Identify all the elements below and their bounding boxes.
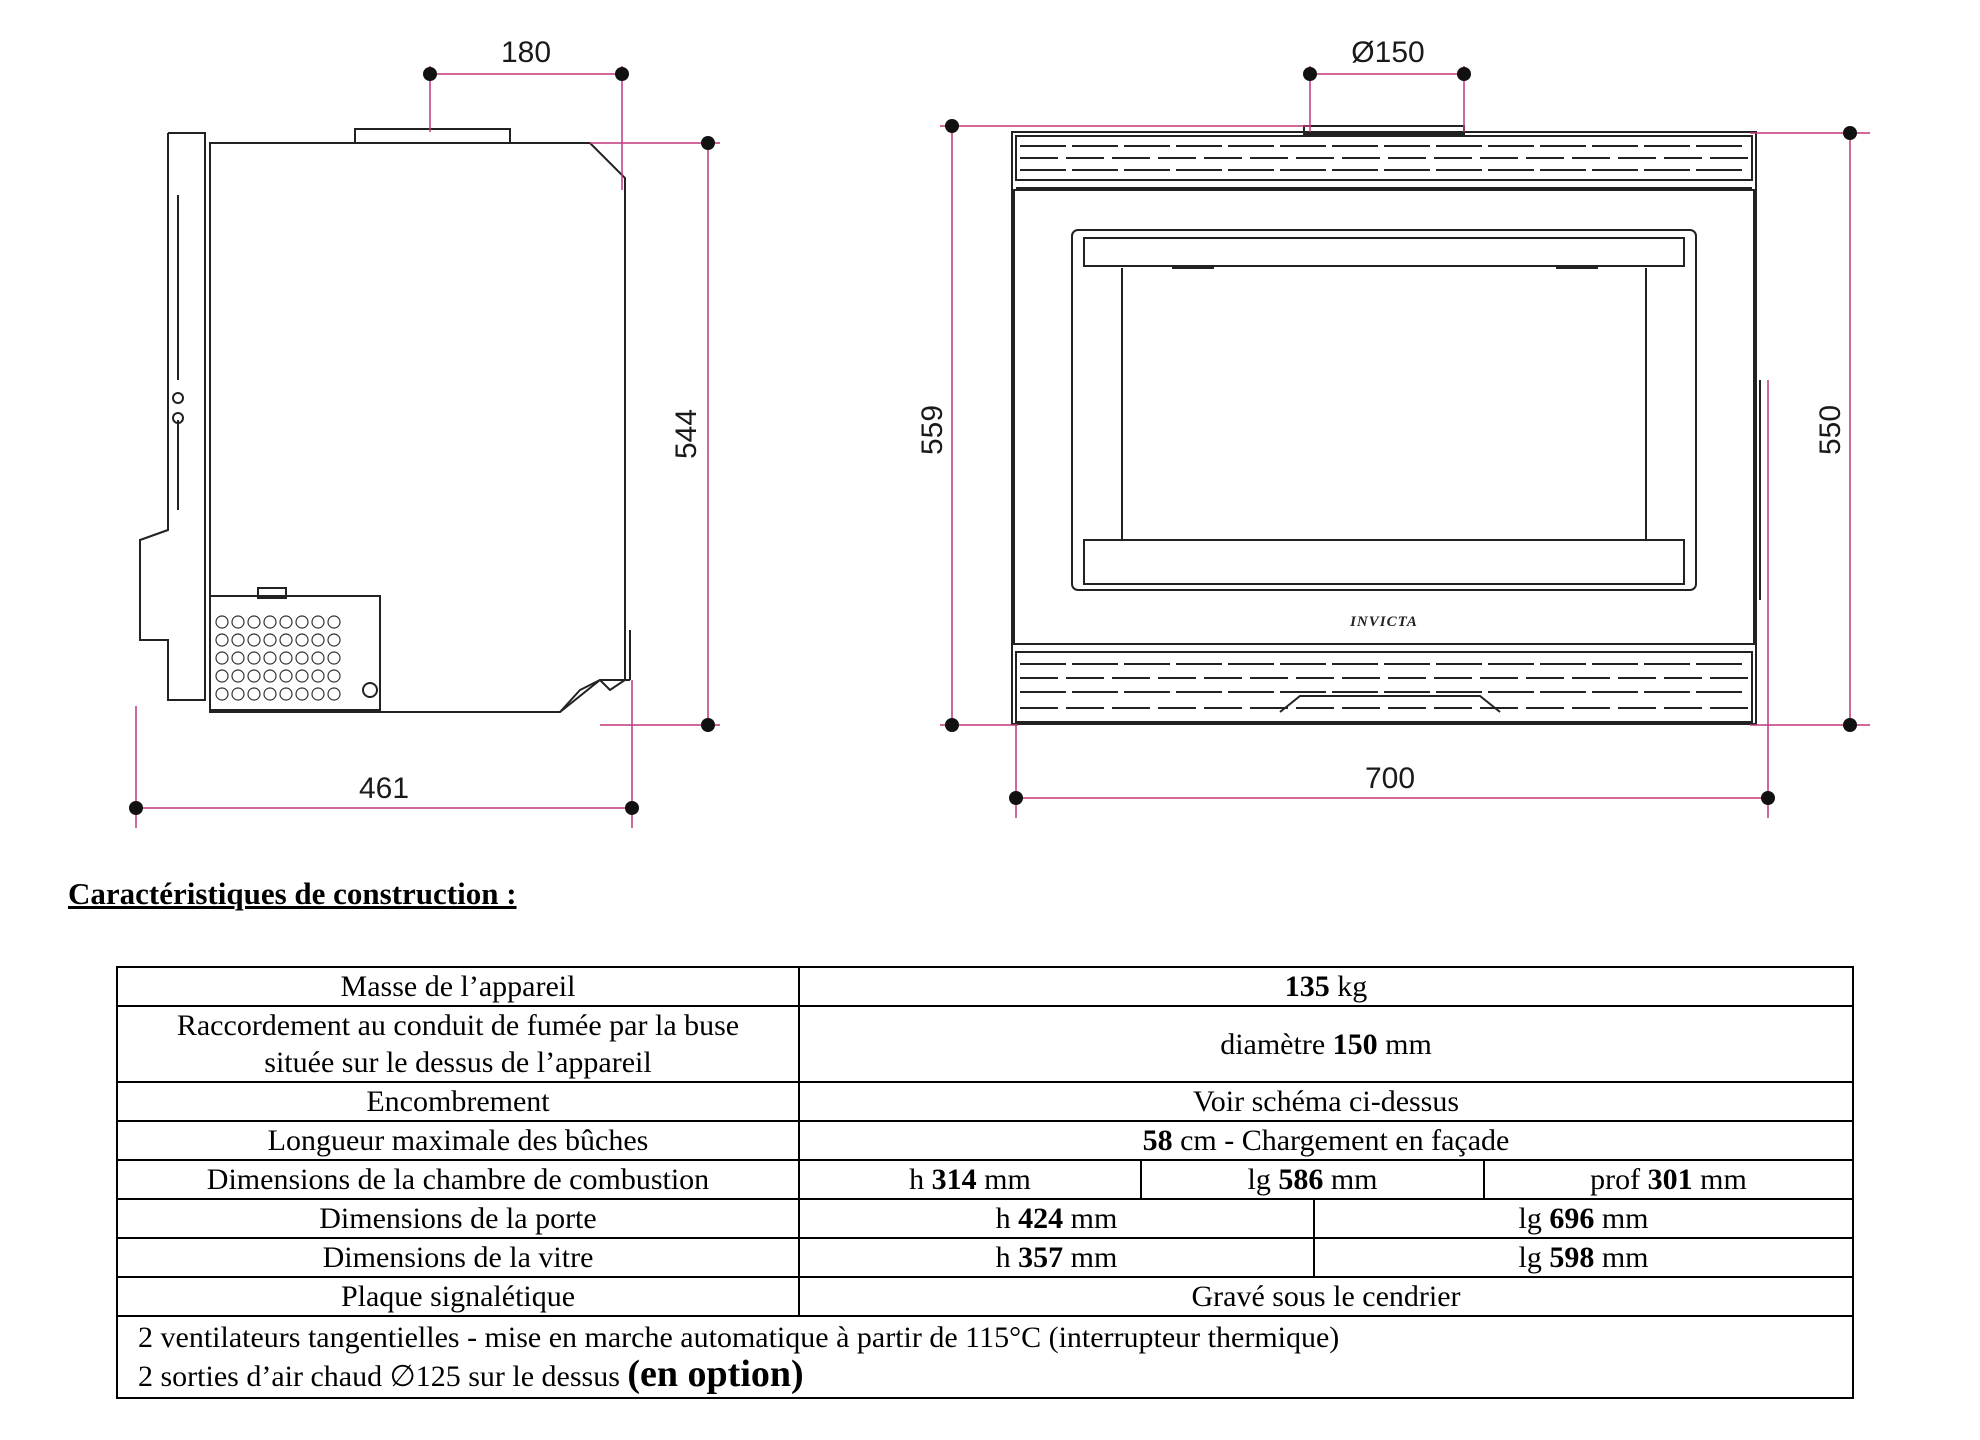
door-width: lg 696 mm <box>1314 1199 1853 1238</box>
front-view-dimensions <box>916 36 1870 818</box>
dim-height-label: 544 <box>670 408 703 460</box>
brand-logo: INVICTA <box>1350 614 1418 630</box>
dim-flue-label: Ø150 <box>1351 36 1425 69</box>
door-height: h 424 mm <box>799 1199 1314 1238</box>
dim-top-label: 180 <box>500 36 552 69</box>
fan-grid <box>216 616 340 700</box>
table-row <box>117 1121 1853 1160</box>
footprint-value: Voir schéma ci-dessus <box>799 1082 1853 1121</box>
glass-label: Dimensions de la vitre <box>117 1238 799 1277</box>
notes-cell <box>117 1316 1853 1398</box>
table-row <box>117 1199 1853 1238</box>
logs-value: 58 cm - Chargement en façade <box>799 1121 1853 1160</box>
note-air-outlets: 2 sorties d’air chaud ∅125 sur le dessus <box>138 1360 628 1393</box>
note-option: (en option) <box>627 1353 804 1395</box>
table-row <box>117 1316 1853 1398</box>
section-heading: Caractéristiques de construction : <box>68 876 517 911</box>
table-row <box>117 1082 1853 1121</box>
chamber-height: h 314 mm <box>799 1160 1141 1199</box>
note-fans: 2 ventilateurs tangentielles - mise en marche automatique à partir de 115°C (interrupteur thermique) <box>138 1321 1340 1354</box>
table-row <box>117 1006 1853 1082</box>
dim-height-left-label: 559 <box>916 404 949 456</box>
glass-width: lg 598 mm <box>1314 1238 1853 1277</box>
plate-label: Plaque signalétique <box>117 1277 799 1316</box>
mass-label: Masse de l’appareil <box>117 967 799 1006</box>
chamber-depth: prof 301 mm <box>1484 1160 1853 1199</box>
flue-label: Raccordement au conduit de fumée par la buse située sur le dessus de l’appareil <box>117 1006 799 1082</box>
mass-value: 135 kg <box>799 967 1853 1006</box>
table-row <box>117 1160 1853 1199</box>
plate-value: Gravé sous le cendrier <box>799 1277 1853 1316</box>
glass-height: h 357 mm <box>799 1238 1314 1277</box>
table-row <box>117 967 1853 1006</box>
dim-height-right-label: 550 <box>1814 404 1847 456</box>
dim-width-label: 700 <box>1364 762 1416 795</box>
door-label: Dimensions de la porte <box>117 1199 799 1238</box>
chamber-width: lg 586 mm <box>1141 1160 1484 1199</box>
flue-value: diamètre 150 mm <box>799 1006 1853 1082</box>
side-view <box>140 129 630 712</box>
front-view <box>1012 126 1760 724</box>
table-row <box>117 1238 1853 1277</box>
logs-label: Longueur maximale des bûches <box>117 1121 799 1160</box>
table-row <box>117 1277 1853 1316</box>
footprint-label: Encombrement <box>117 1082 799 1121</box>
dim-depth-label: 461 <box>358 772 410 805</box>
chamber-label: Dimensions de la chambre de combustion <box>117 1160 799 1199</box>
spec-table <box>116 966 1854 1399</box>
